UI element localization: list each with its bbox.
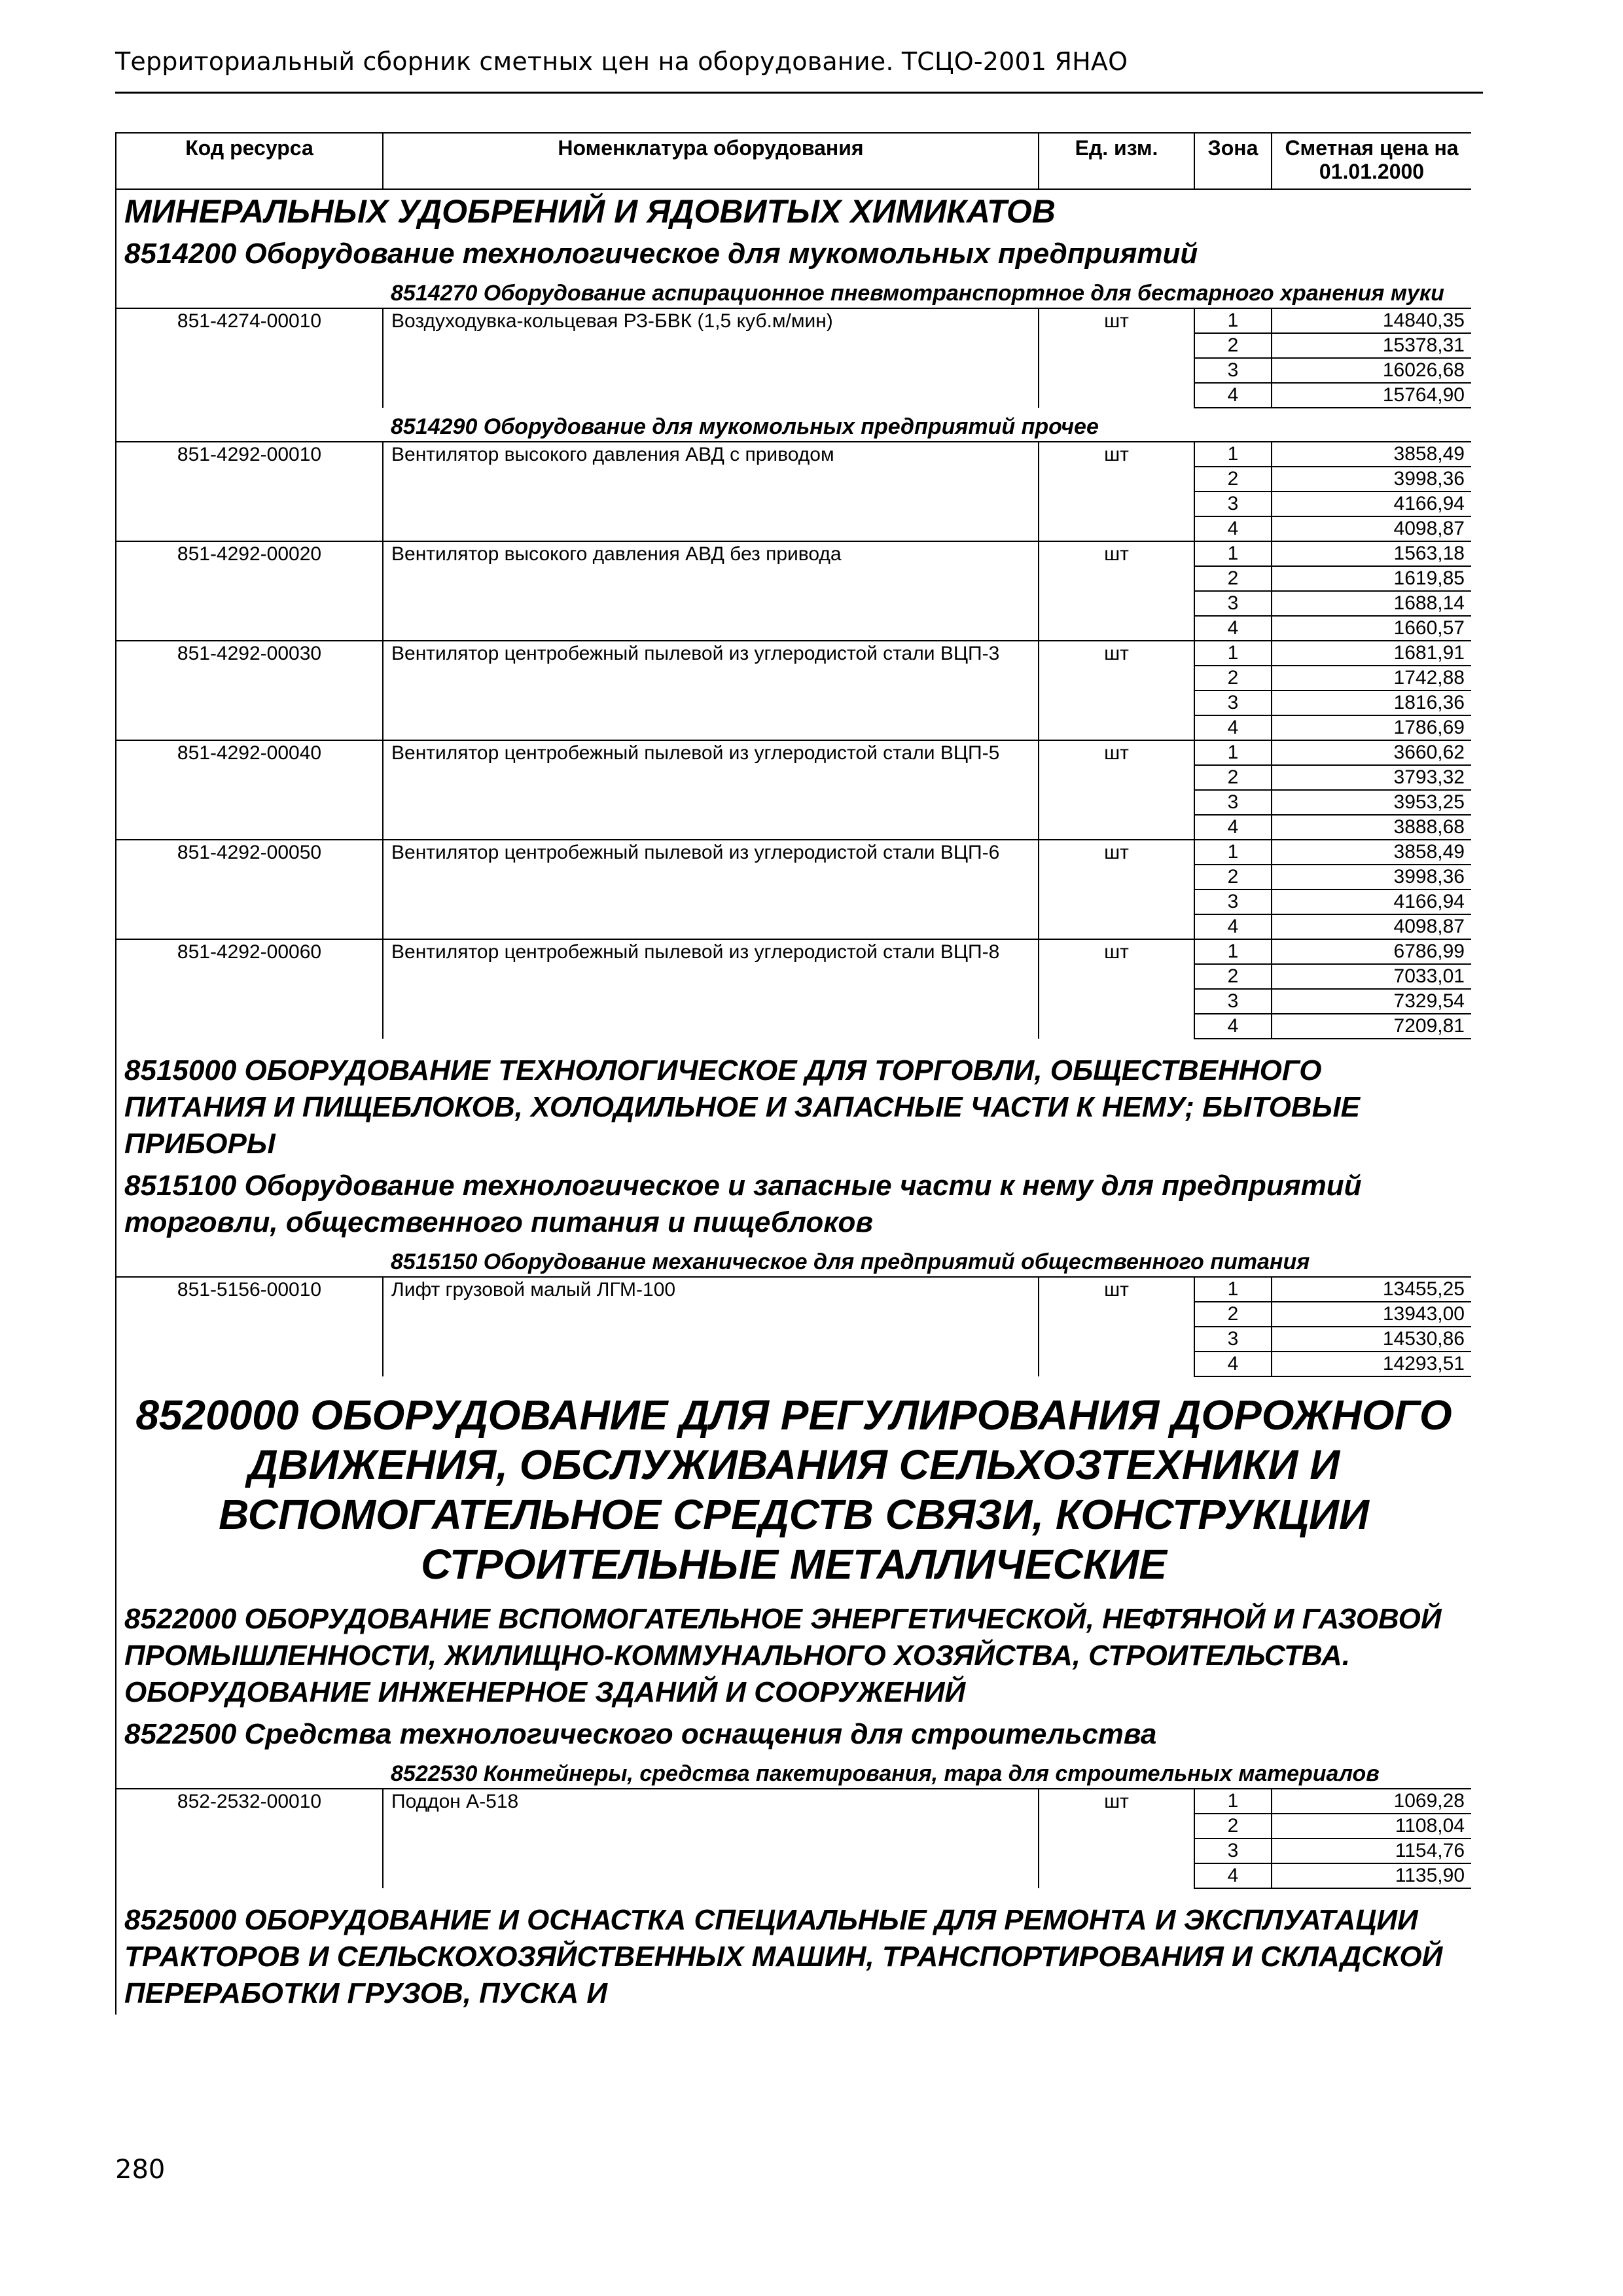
equipment-name: Вентилятор центробежный пылевой из углеродистой стали ВЦП-8	[383, 939, 1039, 1039]
equipment-name: Вентилятор высокого давления АВД с приводом	[383, 442, 1039, 541]
price-cell: 14530,86	[1272, 1327, 1471, 1352]
table-row	[116, 740, 1471, 765]
section-heading: 8522500 Средства технологического оснащения для строительства	[116, 1713, 1471, 1755]
unit-of-measure: шт	[1039, 641, 1194, 740]
price-cell: 1069,28	[1272, 1789, 1471, 1814]
section-row	[116, 233, 1471, 275]
price-cell: 3660,62	[1272, 740, 1471, 765]
equipment-name: Вентилятор центробежный пылевой из углеродистой стали ВЦП-6	[383, 840, 1039, 939]
zone-cell: 1	[1194, 541, 1272, 566]
subsection-heading: 8514290 Оборудование для мукомольных предприятий прочее	[383, 408, 1471, 442]
unit-of-measure: шт	[1039, 939, 1194, 1039]
table-row	[116, 939, 1471, 964]
zone-cell: 3	[1194, 591, 1272, 616]
zone-cell: 3	[1194, 1839, 1272, 1863]
table-row	[116, 308, 1471, 333]
price-cell: 3998,36	[1272, 467, 1471, 492]
header-zone: Зона	[1194, 133, 1272, 189]
subsection-row	[116, 275, 1471, 308]
zone-cell: 2	[1194, 865, 1272, 889]
zone-cell: 4	[1194, 1863, 1272, 1888]
price-table	[115, 132, 1471, 2015]
price-cell: 3858,49	[1272, 840, 1471, 865]
unit-of-measure: шт	[1039, 840, 1194, 939]
zone-cell: 2	[1194, 1814, 1272, 1839]
subsection-row	[116, 408, 1471, 442]
price-cell: 3858,49	[1272, 442, 1471, 467]
zone-cell: 4	[1194, 1014, 1272, 1039]
zone-cell: 3	[1194, 790, 1272, 815]
page-number: 280	[115, 2155, 166, 2185]
zone-cell: 2	[1194, 666, 1272, 691]
price-cell: 4098,87	[1272, 516, 1471, 541]
zone-cell: 3	[1194, 691, 1272, 715]
zone-cell: 4	[1194, 914, 1272, 939]
header-rule	[115, 92, 1483, 94]
zone-cell: 3	[1194, 492, 1272, 516]
equipment-name: Поддон А-518	[383, 1789, 1039, 1888]
price-cell: 3998,36	[1272, 865, 1471, 889]
zone-cell: 1	[1194, 1789, 1272, 1814]
zone-cell: 1	[1194, 1277, 1272, 1302]
zone-cell: 2	[1194, 333, 1272, 358]
unit-of-measure: шт	[1039, 740, 1194, 840]
section-row	[116, 1713, 1471, 1755]
unit-of-measure: шт	[1039, 541, 1194, 641]
zone-cell: 1	[1194, 740, 1272, 765]
equipment-name: Лифт грузовой малый ЛГМ-100	[383, 1277, 1039, 1376]
zone-cell: 1	[1194, 308, 1272, 333]
subsection-row	[116, 1755, 1471, 1789]
zone-cell: 4	[1194, 383, 1272, 408]
header-price: Сметная цена на 01.01.2000	[1272, 133, 1471, 189]
zone-cell: 1	[1194, 442, 1272, 467]
price-cell: 1619,85	[1272, 566, 1471, 591]
section-row	[116, 189, 1471, 233]
table-row	[116, 442, 1471, 467]
resource-code: 851-4274-00010	[116, 308, 383, 408]
zone-cell: 1	[1194, 939, 1272, 964]
resource-code: 851-4292-00040	[116, 740, 383, 840]
zone-cell: 2	[1194, 467, 1272, 492]
price-cell: 6786,99	[1272, 939, 1471, 964]
unit-of-measure: шт	[1039, 308, 1194, 408]
zone-cell: 2	[1194, 566, 1272, 591]
zone-cell: 4	[1194, 1352, 1272, 1376]
price-cell: 16026,68	[1272, 358, 1471, 383]
resource-code: 851-5156-00010	[116, 1277, 383, 1376]
equipment-name: Воздуходувка-кольцевая РЗ-БВК (1,5 куб.м/мин)	[383, 308, 1039, 408]
section-heading: 8525000 ОБОРУДОВАНИЕ И ОСНАСТКА СПЕЦИАЛЬНЫЕ ДЛЯ РЕМОНТА И ЭКСПЛУАТАЦИИ ТРАКТОРОВ И СЕЛЬСКОХОЗЯЙСТВЕННЫХ МАШИН, ТРАНСПОРТИРОВАНИЯ И СКЛАДСКОЙ ПЕРЕРАБОТКИ ГРУЗОВ, ПУСКА И	[116, 1888, 1471, 2015]
zone-cell: 4	[1194, 616, 1272, 641]
price-cell: 4166,94	[1272, 889, 1471, 914]
price-cell: 1742,88	[1272, 666, 1471, 691]
table-row	[116, 840, 1471, 865]
price-cell: 14293,51	[1272, 1352, 1471, 1376]
table-row	[116, 1277, 1471, 1302]
equipment-name: Вентилятор центробежный пылевой из углеродистой стали ВЦП-5	[383, 740, 1039, 840]
price-cell: 1135,90	[1272, 1863, 1471, 1888]
resource-code: 851-4292-00020	[116, 541, 383, 641]
header-unit: Ед. изм.	[1039, 133, 1194, 189]
section-heading: 8514200 Оборудование технологическое для мукомольных предприятий	[116, 233, 1471, 275]
subsection-heading: 8514270 Оборудование аспирационное пневмотранспортное для бестарного хранения муки	[383, 275, 1471, 308]
price-cell: 3793,32	[1272, 765, 1471, 790]
price-cell: 1660,57	[1272, 616, 1471, 641]
zone-cell: 3	[1194, 358, 1272, 383]
price-cell: 3888,68	[1272, 815, 1471, 840]
price-cell: 7209,81	[1272, 1014, 1471, 1039]
section-row	[116, 1598, 1471, 1713]
price-cell: 3953,25	[1272, 790, 1471, 815]
price-cell: 14840,35	[1272, 308, 1471, 333]
equipment-name: Вентилятор центробежный пылевой из углеродистой стали ВЦП-3	[383, 641, 1039, 740]
price-cell: 4098,87	[1272, 914, 1471, 939]
price-cell: 1688,14	[1272, 591, 1471, 616]
resource-code: 851-4292-00030	[116, 641, 383, 740]
equipment-name: Вентилятор высокого давления АВД без привода	[383, 541, 1039, 641]
price-cell: 7033,01	[1272, 964, 1471, 989]
price-cell: 1154,76	[1272, 1839, 1471, 1863]
resource-code: 851-4292-00050	[116, 840, 383, 939]
price-cell: 1563,18	[1272, 541, 1471, 566]
running-header: Территориальный сборник сметных цен на оборудование. ТСЦО-2001 ЯНАО	[115, 47, 1128, 76]
price-cell: 13455,25	[1272, 1277, 1471, 1302]
subsection-heading: 8522530 Контейнеры, средства пакетирования, тара для строительных материалов	[383, 1755, 1471, 1789]
zone-cell: 2	[1194, 765, 1272, 790]
resource-code: 851-4292-00010	[116, 442, 383, 541]
table-row	[116, 541, 1471, 566]
zone-cell: 2	[1194, 964, 1272, 989]
price-cell: 4166,94	[1272, 492, 1471, 516]
price-cell: 13943,00	[1272, 1302, 1471, 1327]
price-cell: 15378,31	[1272, 333, 1471, 358]
unit-of-measure: шт	[1039, 1277, 1194, 1376]
section-row	[116, 1039, 1471, 1165]
zone-cell: 1	[1194, 641, 1272, 666]
section-row	[116, 1376, 1471, 1598]
price-cell: 1108,04	[1272, 1814, 1471, 1839]
subsection-row	[116, 1244, 1471, 1277]
section-heading: 8520000 ОБОРУДОВАНИЕ ДЛЯ РЕГУЛИРОВАНИЯ ДОРОЖНОГО ДВИЖЕНИЯ, ОБСЛУЖИВАНИЯ СЕЛЬХОЗТЕХНИКИ И ВСПОМОГАТЕЛЬНОЕ СРЕДСТВ СВЯЗИ, КОНСТРУКЦИИ СТРОИТЕЛЬНЫЕ МЕТАЛЛИЧЕСКИЕ	[116, 1376, 1471, 1598]
zone-cell: 2	[1194, 1302, 1272, 1327]
unit-of-measure: шт	[1039, 442, 1194, 541]
header-name: Номенклатура оборудования	[383, 133, 1039, 189]
price-cell: 1681,91	[1272, 641, 1471, 666]
price-cell: 1786,69	[1272, 715, 1471, 740]
section-heading: МИНЕРАЛЬНЫХ УДОБРЕНИЙ И ЯДОВИТЫХ ХИМИКАТОВ	[116, 189, 1471, 233]
zone-cell: 4	[1194, 815, 1272, 840]
zone-cell: 3	[1194, 1327, 1272, 1352]
section-row	[116, 1888, 1471, 2015]
section-heading: 8515000 ОБОРУДОВАНИЕ ТЕХНОЛОГИЧЕСКОЕ ДЛЯ ТОРГОВЛИ, ОБЩЕСТВЕННОГО ПИТАНИЯ И ПИЩЕБЛОКОВ, ХОЛОДИЛЬНОЕ И ЗАПАСНЫЕ ЧАСТИ К НЕМУ; БЫТОВЫЕ ПРИБОРЫ	[116, 1039, 1471, 1165]
header-code: Код ресурса	[116, 133, 383, 189]
section-heading: 8515100 Оборудование технологическое и запасные части к нему для предприятий торговли, общественного питания и пищеблоков	[116, 1165, 1471, 1244]
zone-cell: 4	[1194, 516, 1272, 541]
price-table-container	[115, 132, 1471, 2114]
section-row	[116, 1165, 1471, 1244]
price-cell: 7329,54	[1272, 989, 1471, 1014]
zone-cell: 4	[1194, 715, 1272, 740]
unit-of-measure: шт	[1039, 1789, 1194, 1888]
table-row	[116, 641, 1471, 666]
resource-code: 852-2532-00010	[116, 1789, 383, 1888]
zone-cell: 1	[1194, 840, 1272, 865]
table-row	[116, 1789, 1471, 1814]
section-heading: 8522000 ОБОРУДОВАНИЕ ВСПОМОГАТЕЛЬНОЕ ЭНЕРГЕТИЧЕСКОЙ, НЕФТЯНОЙ И ГАЗОВОЙ ПРОМЫШЛЕННОСТИ, ЖИЛИЩНО-КОММУНАЛЬНОГО ХОЗЯЙСТВА, СТРОИТЕЛЬСТВА. ОБОРУДОВАНИЕ ИНЖЕНЕРНОЕ ЗДАНИЙ И СООРУЖЕНИЙ	[116, 1598, 1471, 1713]
subsection-heading: 8515150 Оборудование механическое для предприятий общественного питания	[383, 1244, 1471, 1277]
zone-cell: 3	[1194, 989, 1272, 1014]
price-cell: 15764,90	[1272, 383, 1471, 408]
zone-cell: 3	[1194, 889, 1272, 914]
resource-code: 851-4292-00060	[116, 939, 383, 1039]
price-cell: 1816,36	[1272, 691, 1471, 715]
table-header-row	[116, 133, 1471, 189]
